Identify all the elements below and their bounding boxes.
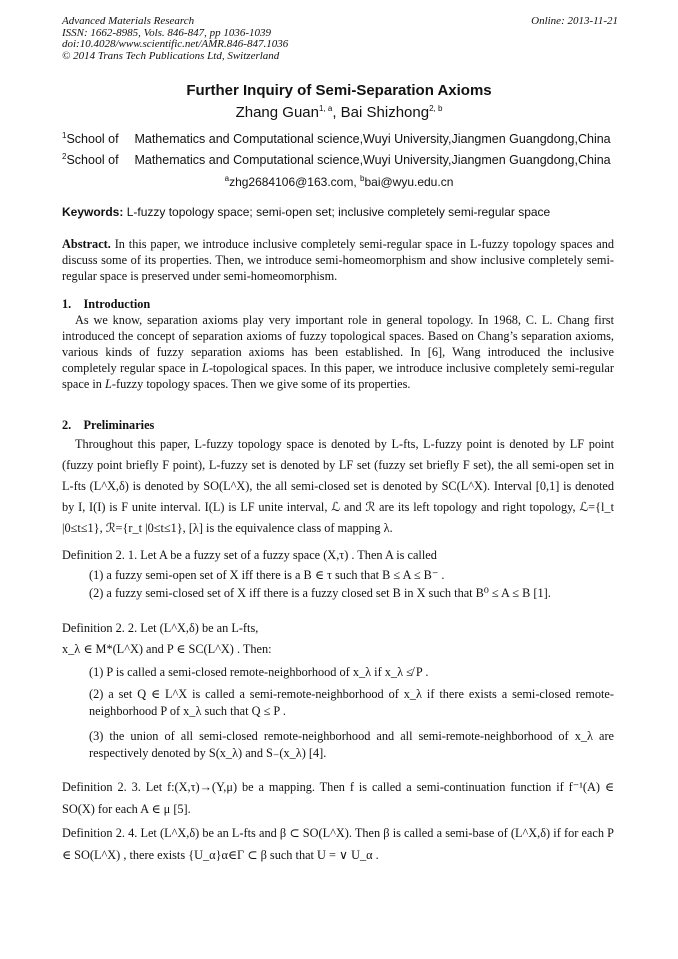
intro-text-1: As we know, separation axioms play very important role in general topology. In 1968, C. L. Chang first introduced the concept of separation axioms of fuzzy topological spaces. Based on Chang’s separation axioms, various kinds of fuzzy separation axioms has been established. In [6], Wang introduced the inclusive completely regular space in [62, 313, 614, 375]
keywords-text: L-fuzzy topology space; semi-open set; inclusive completely semi-regular space [123, 205, 551, 219]
affiliation-2-text: Mathematics and Computational science,Wuyi University,Jiangmen Guangdong,China [134, 153, 611, 168]
author-sep: , [332, 104, 341, 121]
definition-2-1-item-1: (1) a fuzzy semi-open set of X iff there is a B ∈ τ such that B ≤ A ≤ B⁻ . [89, 568, 445, 582]
author-1-sup: 1, a [318, 104, 333, 113]
email-a[interactable]: zhg2684106@163.com, [229, 175, 361, 189]
definition-2-2-item-1: (1) P is called a semi-closed remote-neighborhood of x_λ if x_λ ≰ P . [89, 665, 429, 679]
affiliation-2-num: 2 [62, 152, 67, 161]
emails [0, 174, 678, 189]
intro-text-2: -topological spaces. In this paper, we introduce inclusive completely semi-regular space in [62, 361, 614, 391]
affiliation-1-text: Mathematics and Computational science,Wuyi University,Jiangmen Guangdong,China [134, 132, 611, 147]
prelim-paragraph: Throughout this paper, L-fuzzy topology space is denoted by L-fts, L-fuzzy point is denoted by LF point (fuzzy point briefly F point), L-fuzzy set is denoted by LF set (fuzzy set briefly F set), the all semi-open set in L-fts (L^X,δ) is denoted by SO(L^X), the all semi-closed set is denoted by SC(L^X). Interval [0,1] is denoted by I, I(I) is F unite interval. I(L) is LF unite interval, ℒ and ℛ are its left topology and right topology, ℒ={l_t |0≤t≤1}, ℛ={r_t |0≤t≤1}, [λ] is the equivalence class of mapping λ. [62, 437, 614, 535]
affiliation-1 [62, 131, 618, 146]
definition-2-4: Definition 2. 4. Let (L^X,δ) be an L-fts and β ⊂ SO(L^X). Then β is called a semi-base of (L^X,δ) if for each P ∈ SO(L^X) , there exists {U_α}α∈Γ ⊂ β such that U = ∨ U_α . [62, 826, 614, 862]
journal-header [62, 16, 618, 62]
email-b-sup: b [360, 174, 365, 183]
intro-heading: 1. Introduction [62, 297, 151, 311]
abstract-text: In this paper, we introduce inclusive completely semi-regular space in L-fuzzy topology spaces and discuss some of its properties. Then, we introduce semi-homeomorphism and show inclusive completely semi-regular space is preserved under semi-homeomorphism. [62, 237, 614, 283]
affiliation-1-school: School of [66, 132, 119, 147]
affiliation-2 [62, 152, 618, 167]
affiliation-2-school: School of [66, 153, 119, 168]
issn-line: ISSN: 1662-8985, Vols. 846-847, pp 1036-1039 [62, 26, 271, 39]
keywords-label: Keywords: [62, 205, 124, 219]
copyright-line: © 2014 Trans Tech Publications Ltd, Switzerland [62, 49, 280, 62]
affiliation-1-num: 1 [62, 131, 67, 140]
keywords [62, 205, 618, 219]
email-a-sup: a [224, 174, 230, 183]
definition-2-2-line: x_λ ∈ M*(L^X) and P ∈ SC(L^X) . Then: [62, 642, 272, 656]
paper-title: Further Inquiry of Semi-Separation Axioms [186, 82, 492, 99]
prelim-heading: 2. Preliminaries [62, 418, 155, 432]
abstract [62, 236, 614, 284]
definition-2-3: Definition 2. 3. Let f:(X,τ)→(Y,μ) be a mapping. Then f is called a semi-continuation function if f⁻¹(A) ∈ SO(X) for each A ∈ μ [5]. [62, 780, 614, 816]
intro-L2: L [105, 377, 112, 391]
definition-2-1: Definition 2. 1. Let A be a fuzzy set of a fuzzy space (X,τ) . Then A is called [62, 548, 437, 562]
intro-L: L [201, 361, 209, 375]
definition-2-2: Definition 2. 2. Let (L^X,δ) be an L-fts, [62, 621, 259, 635]
author-2: Bai Shizhong [340, 104, 430, 121]
journal-name: Advanced Materials Research [62, 15, 195, 27]
author-1: Zhang Guan [235, 104, 319, 121]
definition-2-1-item-2: (2) a fuzzy semi-closed set of X iff there is a fuzzy closed set B in X such that B⁰ ≤ A ≤ B [1]. [89, 586, 551, 600]
definition-2-2-item-2: (2) a set Q ∈ L^X is called a semi-remote-neighborhood of x_λ if there exists a semi-closed remote-neighborhood P of x_λ such that Q ≤ P . [89, 687, 614, 718]
authors [0, 104, 678, 121]
intro-paragraph [62, 312, 614, 392]
intro-text-3: -fuzzy topology spaces. Then we give some of its properties. [111, 377, 411, 391]
doi-line: doi:10.4028/www.scientific.net/AMR.846-847.1036 [62, 38, 289, 50]
definition-2-2-item-3: (3) the union of all semi-closed remote-neighborhood and all semi-remote-neighborhood of x_λ are respectively denoted by S(x_λ) and S₋(x_λ) [4]. [89, 729, 614, 760]
author-2-sup: 2, b [429, 104, 443, 113]
abstract-label: Abstract. [62, 237, 111, 251]
email-b[interactable]: bai@wyu.edu.cn [364, 175, 454, 189]
online-date: Online: 2013-11-21 [531, 15, 618, 27]
